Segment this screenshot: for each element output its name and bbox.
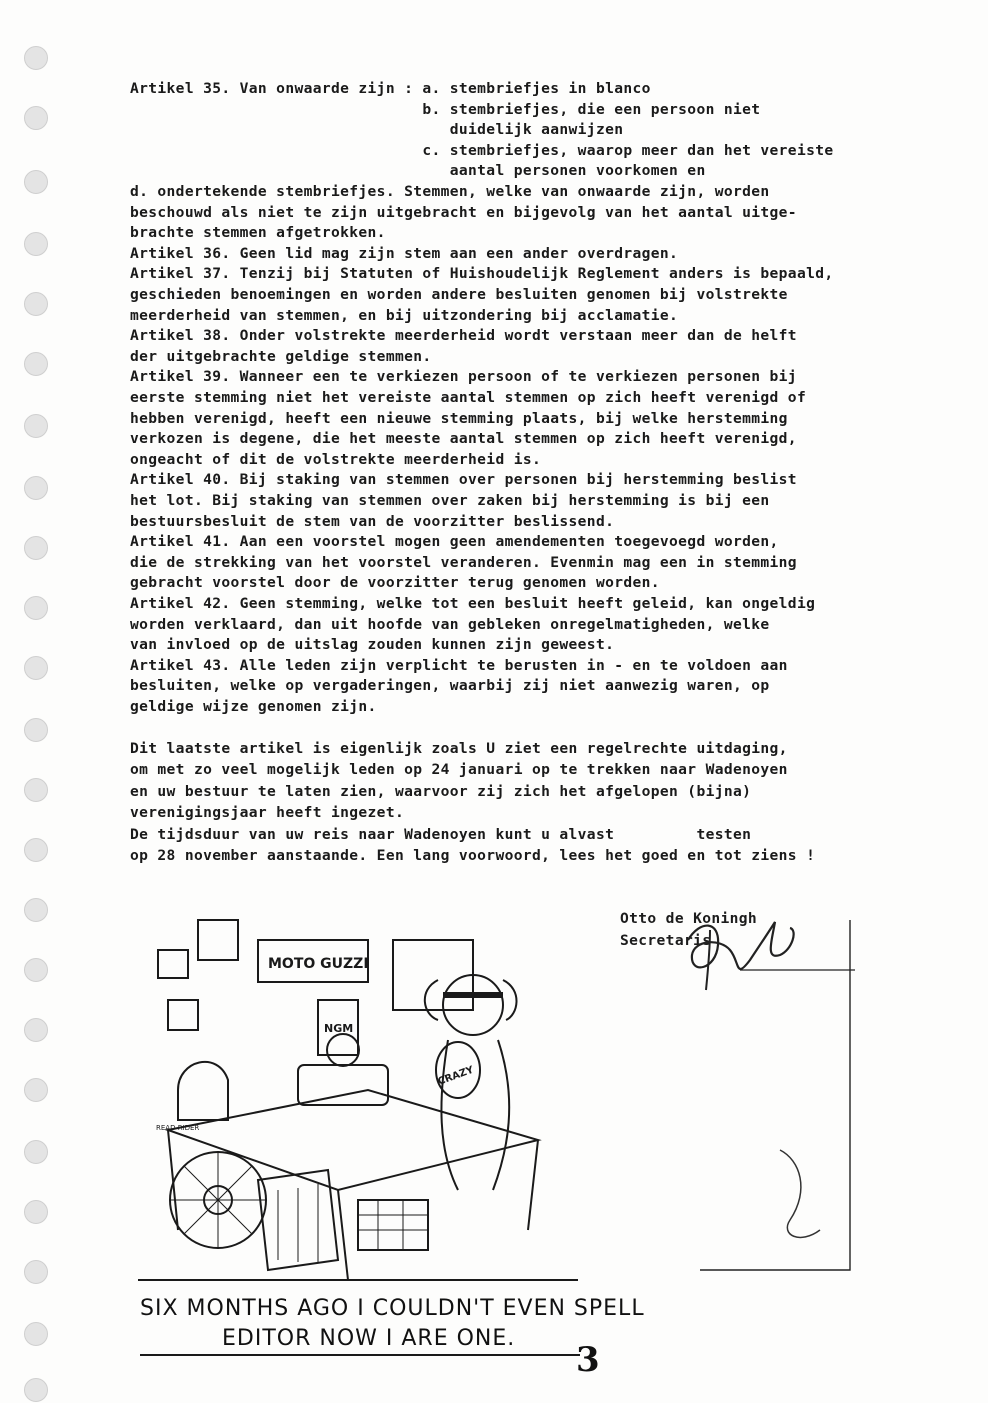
body-line: die de strekking van het voorstel veranderen. Evenmin mag een in stemming	[130, 553, 797, 571]
body-line: duidelijk aanwijzen	[130, 121, 624, 139]
body-line: meerderheid van stemmen, en bij uitzondering bij acclamatie.	[130, 306, 679, 324]
body-line: geschieden benoemingen en worden andere besluiten genomen bij volstrekte	[130, 286, 788, 303]
body-line: Artikel 36. Geen lid mag zijn stem aan een ander overdragen.	[130, 244, 679, 262]
closing-line: Dit laatste artikel is eigenlijk zoals U ziet een regelrechte uitdaging,	[130, 740, 788, 757]
signature-name: Otto de Koningh	[620, 910, 758, 927]
body-line: hebben verenigd, heeft een nieuwe stemming plaats, bij welke herstemming	[130, 409, 788, 427]
body-line: Artikel 41. Aan een voorstel mogen geen amendementen toegevoegd worden,	[130, 533, 779, 551]
closing-line: en uw bestuur te laten zien, waarvoor zij zich het afgelopen (bijna)	[130, 782, 752, 800]
body-line: beschouwd als niet te zijn uitgebracht en bijgevolg van het aantal uitge-	[130, 203, 797, 221]
body-line: van invloed op de uitslag zouden kunnen zijn geweest.	[130, 636, 615, 654]
handwritten-signature	[680, 900, 860, 1290]
body-line: bestuursbesluit de stem van de voorzitter beslissend.	[130, 512, 615, 530]
body-line: verkozen is degene, die het meeste aantal stemmen op zich heeft verenigd,	[130, 430, 797, 448]
body-line: het lot. Bij staking van stemmen over zaken bij herstemming is bij een	[130, 492, 770, 509]
closing-line: De tijdsduur van uw reis naar Wadenoyen kunt u alvast testen	[130, 825, 752, 843]
shirt-crazy: CRAZY	[436, 1064, 476, 1088]
body-line: brachte stemmen afgetrokken.	[130, 224, 386, 242]
page-number: 3	[576, 1340, 600, 1380]
body-line: d. ondertekende stembriefjes. Stemmen, welke van onwaarde zijn, worden	[130, 183, 770, 200]
body-line: Artikel 37. Tenzij bij Statuten of Huishoudelijk Reglement anders is bepaald,	[130, 265, 834, 283]
cartoon-caption-line2: EDITOR NOW I ARE ONE.	[222, 1326, 516, 1351]
body-line: der uitgebrachte geldige stemmen.	[130, 347, 432, 365]
cartoon-caption-line1: SIX MONTHS AGO I COULDN'T EVEN SPELL	[140, 1296, 645, 1321]
body-line: besluiten, welke op vergaderingen, waarbij zij niet aanwezig waren, op	[130, 677, 770, 695]
body-line: Artikel 40. Bij staking van stemmen over personen bij herstemming beslist	[130, 471, 797, 489]
body-line: eerste stemming niet het vereiste aantal stemmen op zich heeft verenigd of	[130, 389, 807, 406]
body-line: ongeacht of dit de volstrekte meerderheid is.	[130, 450, 542, 468]
body-line: Artikel 38. Onder volstrekte meerderheid wordt verstaan meer dan de helft	[130, 327, 797, 345]
body-line: b. stembriefjes, die een persoon niet	[130, 100, 761, 118]
caption-underline	[140, 1352, 580, 1358]
body-line: c. stembriefjes, waarop meer dan het vereiste	[130, 141, 834, 159]
poster-motoguzzi: MOTO GUZZI	[268, 956, 369, 972]
body-line: Artikel 35. Van onwaarde zijn : a. stembriefjes in blanco	[130, 80, 651, 97]
cartoon-illustration	[138, 900, 578, 1290]
signature-title: Secretaris	[620, 932, 712, 949]
closing-line: om met zo veel mogelijk leden op 24 januari op te trekken naar Wadenoyen	[130, 761, 788, 779]
body-line: gebracht voorstel door de voorzitter terug genomen worden.	[130, 574, 660, 592]
body-line: aantal personen voorkomen en	[130, 162, 706, 180]
body-line: Artikel 43. Alle leden zijn verplicht te berusten in - en te voldoen aan	[130, 656, 788, 674]
body-line: Artikel 39. Wanneer een te verkiezen persoon of te verkiezen personen bij	[130, 368, 797, 386]
book-read-rider: READ RIDER	[156, 1124, 200, 1132]
closing-line: verenigingsjaar heeft ingezet.	[130, 804, 405, 822]
body-line: geldige wijze genomen zijn.	[130, 698, 377, 715]
closing-line: op 28 november aanstaande. Een lang voorwoord, lees het goed en tot ziens !	[130, 847, 816, 864]
poster-ngm: NGM	[324, 1022, 354, 1035]
body-line: Artikel 42. Geen stemming, welke tot een besluit heeft geleid, kan ongeldig	[130, 595, 816, 612]
body-line: worden verklaard, dan uit hoofde van gebleken onregelmatigheden, welke	[130, 615, 770, 633]
